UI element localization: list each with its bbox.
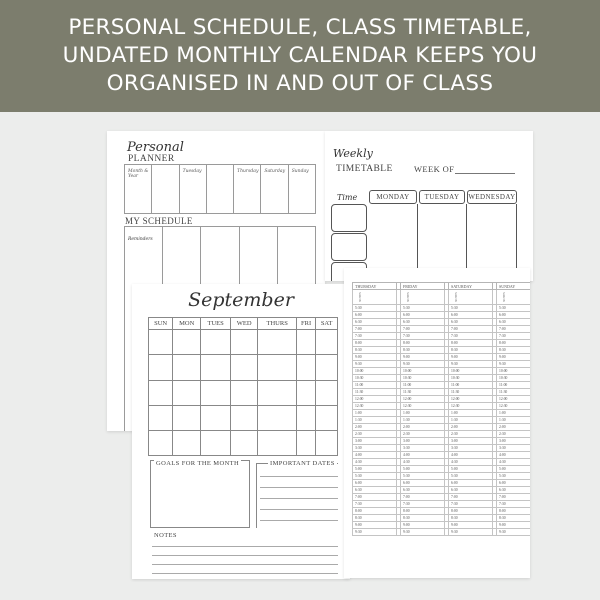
hourly-time-row (353, 319, 531, 326)
hourly-time-cell: 4:00 (401, 452, 445, 459)
calendar-day-cell (201, 355, 231, 380)
hourly-time-row (353, 459, 531, 466)
timetable-header-monday: MONDAY (369, 190, 417, 204)
calendar-day-cell (296, 355, 315, 380)
calendar-day-cell (201, 380, 231, 405)
calendar-day-header: FRI (296, 318, 315, 330)
hourly-time-row (353, 438, 531, 445)
hourly-time-row (353, 466, 531, 473)
planner-title-script: Personal (127, 140, 184, 155)
hourly-time-cell: 6:00 (401, 480, 445, 487)
hourly-time-cell: 8:00 (353, 340, 397, 347)
hourly-time-cell: 9:30 (401, 361, 445, 368)
hourly-time-cell: 6:30 (449, 319, 493, 326)
planner-day-col (180, 165, 207, 213)
hourly-time-row (353, 305, 531, 312)
notes-line (152, 573, 338, 574)
hourly-time-cell: 5:00 (497, 466, 531, 473)
hourly-time-row (353, 396, 531, 403)
hourly-time-row (353, 375, 531, 382)
hourly-time-cell: 11:30 (497, 389, 531, 396)
calendar-week-row (149, 380, 338, 405)
hourly-time-cell: 12:30 (401, 403, 445, 410)
calendar-day-cell (316, 431, 338, 456)
hourly-table (352, 282, 530, 536)
hourly-time-row (353, 452, 531, 459)
hourly-time-cell: 10:00 (401, 368, 445, 375)
hourly-time-cell: 2:00 (449, 424, 493, 431)
hourly-time-cell: 11:00 (497, 382, 531, 389)
hourly-time-row (353, 368, 531, 375)
calendar-week-row (149, 330, 338, 355)
timetable-title-script: Weekly (333, 147, 373, 160)
time-slot-block (331, 204, 367, 232)
hourly-time-cell: 2:30 (497, 431, 531, 438)
notes-label: NOTES (154, 532, 177, 539)
hourly-day-header: SATURDAY (449, 283, 493, 290)
hourly-time-row (353, 403, 531, 410)
hourly-time-cell: 5:30 (497, 473, 531, 480)
hourly-time-cell: 7:30 (449, 501, 493, 508)
calendar-day-cell (231, 355, 258, 380)
calendar-day-cell (258, 355, 297, 380)
hourly-time-cell: 6:30 (401, 487, 445, 494)
calendar-day-cell (316, 330, 338, 355)
hourly-notes-label: NOTES (357, 292, 362, 302)
hourly-time-cell: 5:30 (401, 473, 445, 480)
hourly-time-cell: 9:30 (497, 529, 531, 536)
hourly-time-cell: 9:00 (401, 522, 445, 529)
hourly-time-cell: 5:30 (449, 473, 493, 480)
hourly-time-cell: 7:00 (497, 326, 531, 333)
calendar-day-cell (296, 330, 315, 355)
hourly-time-cell: 4:00 (353, 452, 397, 459)
calendar-day-header: THURS (258, 318, 297, 330)
hourly-time-cell: 10:00 (497, 368, 531, 375)
hourly-time-cell: 6:00 (449, 480, 493, 487)
hourly-time-cell: 6:00 (449, 312, 493, 319)
calendar-month: September (188, 289, 294, 311)
hourly-time-cell: 5:30 (449, 305, 493, 312)
hourly-time-cell: 7:00 (449, 494, 493, 501)
hourly-time-cell: 7:30 (353, 501, 397, 508)
calendar-day-cell (149, 431, 173, 456)
hourly-time-cell: 7:30 (401, 333, 445, 340)
schedule-sub-label: Reminders (128, 237, 153, 242)
week-of-label: WEEK OF (414, 164, 455, 174)
hourly-time-row (353, 480, 531, 487)
calendar-day-cell (258, 330, 297, 355)
weekly-timetable-page (325, 131, 533, 281)
hourly-time-cell: 2:30 (401, 431, 445, 438)
planner-title-caps: PLANNER (128, 154, 175, 164)
hourly-time-cell: 6:30 (497, 487, 531, 494)
hourly-time-cell: 8:00 (497, 340, 531, 347)
planner-day-label: Sunday (291, 169, 309, 174)
week-of-line (455, 173, 515, 174)
hourly-time-cell: 10:30 (353, 375, 397, 382)
hourly-time-row (353, 445, 531, 452)
calendar-day-cell (258, 405, 297, 430)
notes-line (152, 546, 338, 547)
hourly-time-cell: 7:00 (449, 326, 493, 333)
calendar-day-cell (149, 355, 173, 380)
header-banner (0, 0, 600, 112)
calendar-day-cell (149, 330, 173, 355)
hourly-time-row (353, 494, 531, 501)
hourly-time-row (353, 473, 531, 480)
hourly-time-cell: 9:30 (353, 361, 397, 368)
planner-day-col (289, 165, 315, 213)
banner-line-1: PERSONAL SCHEDULE, CLASS TIMETABLE, (68, 14, 532, 40)
hourly-time-cell: 2:30 (353, 431, 397, 438)
hourly-time-cell: 4:30 (497, 459, 531, 466)
hourly-time-cell: 5:00 (353, 466, 397, 473)
hourly-time-cell: 4:00 (449, 452, 493, 459)
planner-day-label: Thursday (237, 169, 259, 174)
calendar-day-cell (201, 330, 231, 355)
hourly-time-cell: 3:00 (353, 438, 397, 445)
timetable-header-wednesday: WEDNESDAY (467, 190, 517, 204)
hourly-time-cell: 12:30 (353, 403, 397, 410)
hourly-time-cell: 11:30 (449, 389, 493, 396)
hourly-time-cell: 9:00 (497, 354, 531, 361)
calendar-day-cell (231, 330, 258, 355)
calendar-grid (148, 317, 338, 456)
notes-line (152, 564, 338, 565)
important-line (260, 498, 338, 499)
hourly-time-cell: 8:30 (353, 347, 397, 354)
hourly-time-cell: 1:30 (449, 417, 493, 424)
hourly-time-cell: 7:00 (353, 494, 397, 501)
hourly-notes-cell (353, 290, 397, 305)
hourly-time-cell: 3:30 (449, 445, 493, 452)
hourly-time-cell: 7:30 (449, 333, 493, 340)
hourly-time-cell: 6:00 (353, 480, 397, 487)
hourly-time-cell: 7:00 (401, 494, 445, 501)
hourly-time-cell: 9:00 (353, 354, 397, 361)
hourly-time-row (353, 361, 531, 368)
hourly-time-cell: 3:00 (449, 438, 493, 445)
hourly-time-cell: 3:00 (401, 438, 445, 445)
calendar-day-cell (173, 405, 201, 430)
hourly-time-cell: 7:30 (497, 333, 531, 340)
hourly-time-cell: 8:30 (449, 515, 493, 522)
calendar-week-row (149, 431, 338, 456)
calendar-day-cell (296, 405, 315, 430)
hourly-time-cell: 9:30 (401, 529, 445, 536)
hourly-time-cell: 4:00 (497, 452, 531, 459)
schedule-label: MY SCHEDULE (125, 216, 193, 226)
hourly-time-row (353, 312, 531, 319)
calendar-body (149, 330, 338, 456)
hourly-time-cell: 10:00 (353, 368, 397, 375)
hourly-time-cell: 8:30 (401, 515, 445, 522)
hourly-time-cell: 3:30 (401, 445, 445, 452)
important-line (260, 476, 338, 477)
hourly-schedule-page (344, 268, 530, 578)
hourly-time-cell: 1:00 (449, 410, 493, 417)
calendar-day-header: WED (231, 318, 258, 330)
hourly-time-cell: 8:30 (449, 347, 493, 354)
bottom-strip (0, 582, 600, 600)
timetable-header-tuesday: TUESDAY (419, 190, 465, 204)
calendar-day-header: TUES (201, 318, 231, 330)
hourly-time-row (353, 487, 531, 494)
hourly-time-cell: 7:00 (353, 326, 397, 333)
hourly-time-cell: 8:30 (401, 347, 445, 354)
important-dates-label: IMPORTANT DATES (270, 460, 335, 467)
hourly-time-cell: 5:00 (449, 466, 493, 473)
hourly-time-cell: 7:00 (497, 494, 531, 501)
calendar-day-cell (173, 330, 201, 355)
hourly-day-header: FRIDAY (401, 283, 445, 290)
hourly-time-cell: 11:30 (401, 389, 445, 396)
hourly-time-cell: 2:30 (449, 431, 493, 438)
hourly-time-cell: 12:00 (353, 396, 397, 403)
hourly-time-row (353, 410, 531, 417)
hourly-time-row (353, 354, 531, 361)
calendar-day-cell (316, 355, 338, 380)
calendar-day-cell (296, 380, 315, 405)
hourly-time-cell: 9:00 (401, 354, 445, 361)
hourly-notes-cell (497, 290, 531, 305)
planner-day-row (124, 164, 316, 214)
hourly-time-row (353, 424, 531, 431)
hourly-time-cell: 11:00 (401, 382, 445, 389)
hourly-time-cell: 9:00 (353, 522, 397, 529)
planner-day-label: Saturday (264, 169, 286, 174)
hourly-body (353, 290, 531, 536)
calendar-week-row (149, 405, 338, 430)
hourly-time-cell: 9:30 (449, 361, 493, 368)
hourly-time-cell: 4:30 (449, 459, 493, 466)
hourly-time-cell: 6:00 (401, 312, 445, 319)
hourly-time-cell: 8:30 (353, 515, 397, 522)
hourly-time-row (353, 340, 531, 347)
hourly-time-cell: 6:30 (353, 487, 397, 494)
banner-line-2: UNDATED MONTHLY CALENDAR KEEPS YOU (62, 42, 538, 68)
hourly-time-cell: 6:30 (401, 319, 445, 326)
planner-day-col (207, 165, 234, 213)
calendar-day-header: SUN (149, 318, 173, 330)
time-slot-block (331, 233, 367, 261)
hourly-time-cell: 7:30 (401, 501, 445, 508)
hourly-time-cell: 11:30 (353, 389, 397, 396)
hourly-time-cell: 1:30 (401, 417, 445, 424)
hourly-time-cell: 6:00 (497, 480, 531, 487)
hourly-time-cell: 12:30 (497, 403, 531, 410)
hourly-time-cell: 9:00 (497, 522, 531, 529)
hourly-time-cell: 10:30 (497, 375, 531, 382)
hourly-time-cell: 11:00 (353, 382, 397, 389)
hourly-time-cell: 8:00 (449, 340, 493, 347)
hourly-time-cell: 5:30 (497, 305, 531, 312)
hourly-time-cell: 3:00 (497, 438, 531, 445)
hourly-notes-cell (449, 290, 493, 305)
hourly-time-cell: 4:30 (353, 459, 397, 466)
calendar-day-cell (316, 405, 338, 430)
hourly-time-cell: 6:30 (497, 319, 531, 326)
hourly-notes-label: NOTES (405, 292, 410, 302)
calendar-week-row (149, 355, 338, 380)
hourly-time-row (353, 347, 531, 354)
planner-day-col (261, 165, 288, 213)
planner-day-label: Tuesday (182, 169, 202, 174)
hourly-time-cell: 2:00 (353, 424, 397, 431)
calendar-day-cell (173, 431, 201, 456)
hourly-time-cell: 10:30 (401, 375, 445, 382)
hourly-time-row (353, 515, 531, 522)
calendar-day-cell (231, 405, 258, 430)
hourly-time-cell: 1:00 (401, 410, 445, 417)
hourly-time-cell: 8:00 (497, 508, 531, 515)
calendar-day-cell (201, 431, 231, 456)
calendar-day-header: MON (173, 318, 201, 330)
hourly-time-cell: 1:00 (353, 410, 397, 417)
hourly-time-cell: 3:30 (353, 445, 397, 452)
hourly-time-row (353, 389, 531, 396)
calendar-day-cell (231, 380, 258, 405)
hourly-time-row (353, 508, 531, 515)
calendar-day-cell (201, 405, 231, 430)
goals-box (150, 460, 250, 528)
hourly-time-cell: 8:00 (401, 340, 445, 347)
hourly-time-cell: 9:30 (353, 529, 397, 536)
hourly-time-cell: 1:30 (497, 417, 531, 424)
hourly-notes-row (353, 290, 531, 305)
hourly-time-cell: 10:30 (449, 375, 493, 382)
hourly-time-cell: 6:30 (449, 487, 493, 494)
hourly-time-cell: 1:00 (497, 410, 531, 417)
hourly-time-cell: 12:00 (449, 396, 493, 403)
hourly-time-cell: 7:30 (353, 333, 397, 340)
hourly-time-row (353, 501, 531, 508)
hourly-time-cell: 9:30 (449, 529, 493, 536)
hourly-time-cell: 4:30 (401, 459, 445, 466)
hourly-time-cell: 9:30 (497, 361, 531, 368)
hourly-time-cell: 2:00 (497, 424, 531, 431)
hourly-time-cell: 12:00 (497, 396, 531, 403)
hourly-time-cell: 7:00 (401, 326, 445, 333)
important-dates-box (256, 463, 338, 528)
hourly-time-cell: 1:30 (353, 417, 397, 424)
hourly-time-cell: 6:00 (497, 312, 531, 319)
hourly-time-cell: 5:30 (353, 305, 397, 312)
hourly-time-cell: 9:00 (449, 354, 493, 361)
hourly-time-cell: 8:00 (353, 508, 397, 515)
calendar-day-cell (316, 380, 338, 405)
hourly-time-cell: 3:30 (497, 445, 531, 452)
hourly-time-cell: 5:30 (353, 473, 397, 480)
planner-day-col (234, 165, 261, 213)
time-label: Time (337, 193, 358, 202)
hourly-time-cell: 5:00 (401, 466, 445, 473)
goals-label: GOALS FOR THE MONTH (156, 460, 240, 467)
hourly-time-cell: 9:00 (449, 522, 493, 529)
hourly-time-cell: 8:30 (497, 515, 531, 522)
hourly-time-row (353, 326, 531, 333)
hourly-time-cell: 11:00 (449, 382, 493, 389)
hourly-time-row (353, 522, 531, 529)
important-line (260, 520, 338, 521)
important-line (260, 509, 338, 510)
hourly-time-cell: 10:00 (449, 368, 493, 375)
hourly-time-cell: 6:30 (353, 319, 397, 326)
hourly-time-cell: 2:00 (401, 424, 445, 431)
calendar-day-cell (258, 380, 297, 405)
planner-day-col (152, 165, 179, 213)
hourly-time-row (353, 333, 531, 340)
hourly-time-cell: 8:00 (449, 508, 493, 515)
hourly-notes-label: NOTES (453, 292, 458, 302)
calendar-day-cell (258, 431, 297, 456)
calendar-day-header: SAT (316, 318, 338, 330)
calendar-day-cell (231, 431, 258, 456)
hourly-time-cell: 6:00 (353, 312, 397, 319)
banner-line-3: ORGANISED IN AND OUT OF CLASS (106, 71, 494, 97)
hourly-time-row (353, 431, 531, 438)
monthly-calendar-page (132, 284, 350, 579)
hourly-day-header: THURSDAY (353, 283, 397, 290)
hourly-time-cell: 12:00 (401, 396, 445, 403)
hourly-notes-cell (401, 290, 445, 305)
hourly-time-row (353, 529, 531, 536)
hourly-time-cell: 7:30 (497, 501, 531, 508)
calendar-day-cell (149, 405, 173, 430)
hourly-time-cell: 8:30 (497, 347, 531, 354)
hourly-time-cell: 12:30 (449, 403, 493, 410)
calendar-day-cell (296, 431, 315, 456)
timetable-title-caps: TIMETABLE (336, 164, 393, 174)
hourly-time-cell: 5:30 (401, 305, 445, 312)
important-line (260, 487, 338, 488)
hourly-time-row (353, 382, 531, 389)
hourly-notes-label: NOTES (501, 292, 506, 302)
notes-line (152, 555, 338, 556)
planner-day-label: Month & Year (128, 169, 149, 179)
hourly-time-row (353, 417, 531, 424)
calendar-day-cell (149, 380, 173, 405)
hourly-time-cell: 8:00 (401, 508, 445, 515)
calendar-day-cell (173, 355, 201, 380)
planner-day-col (125, 165, 152, 213)
calendar-day-cell (173, 380, 201, 405)
hourly-day-header: SUNDAY (497, 283, 531, 290)
